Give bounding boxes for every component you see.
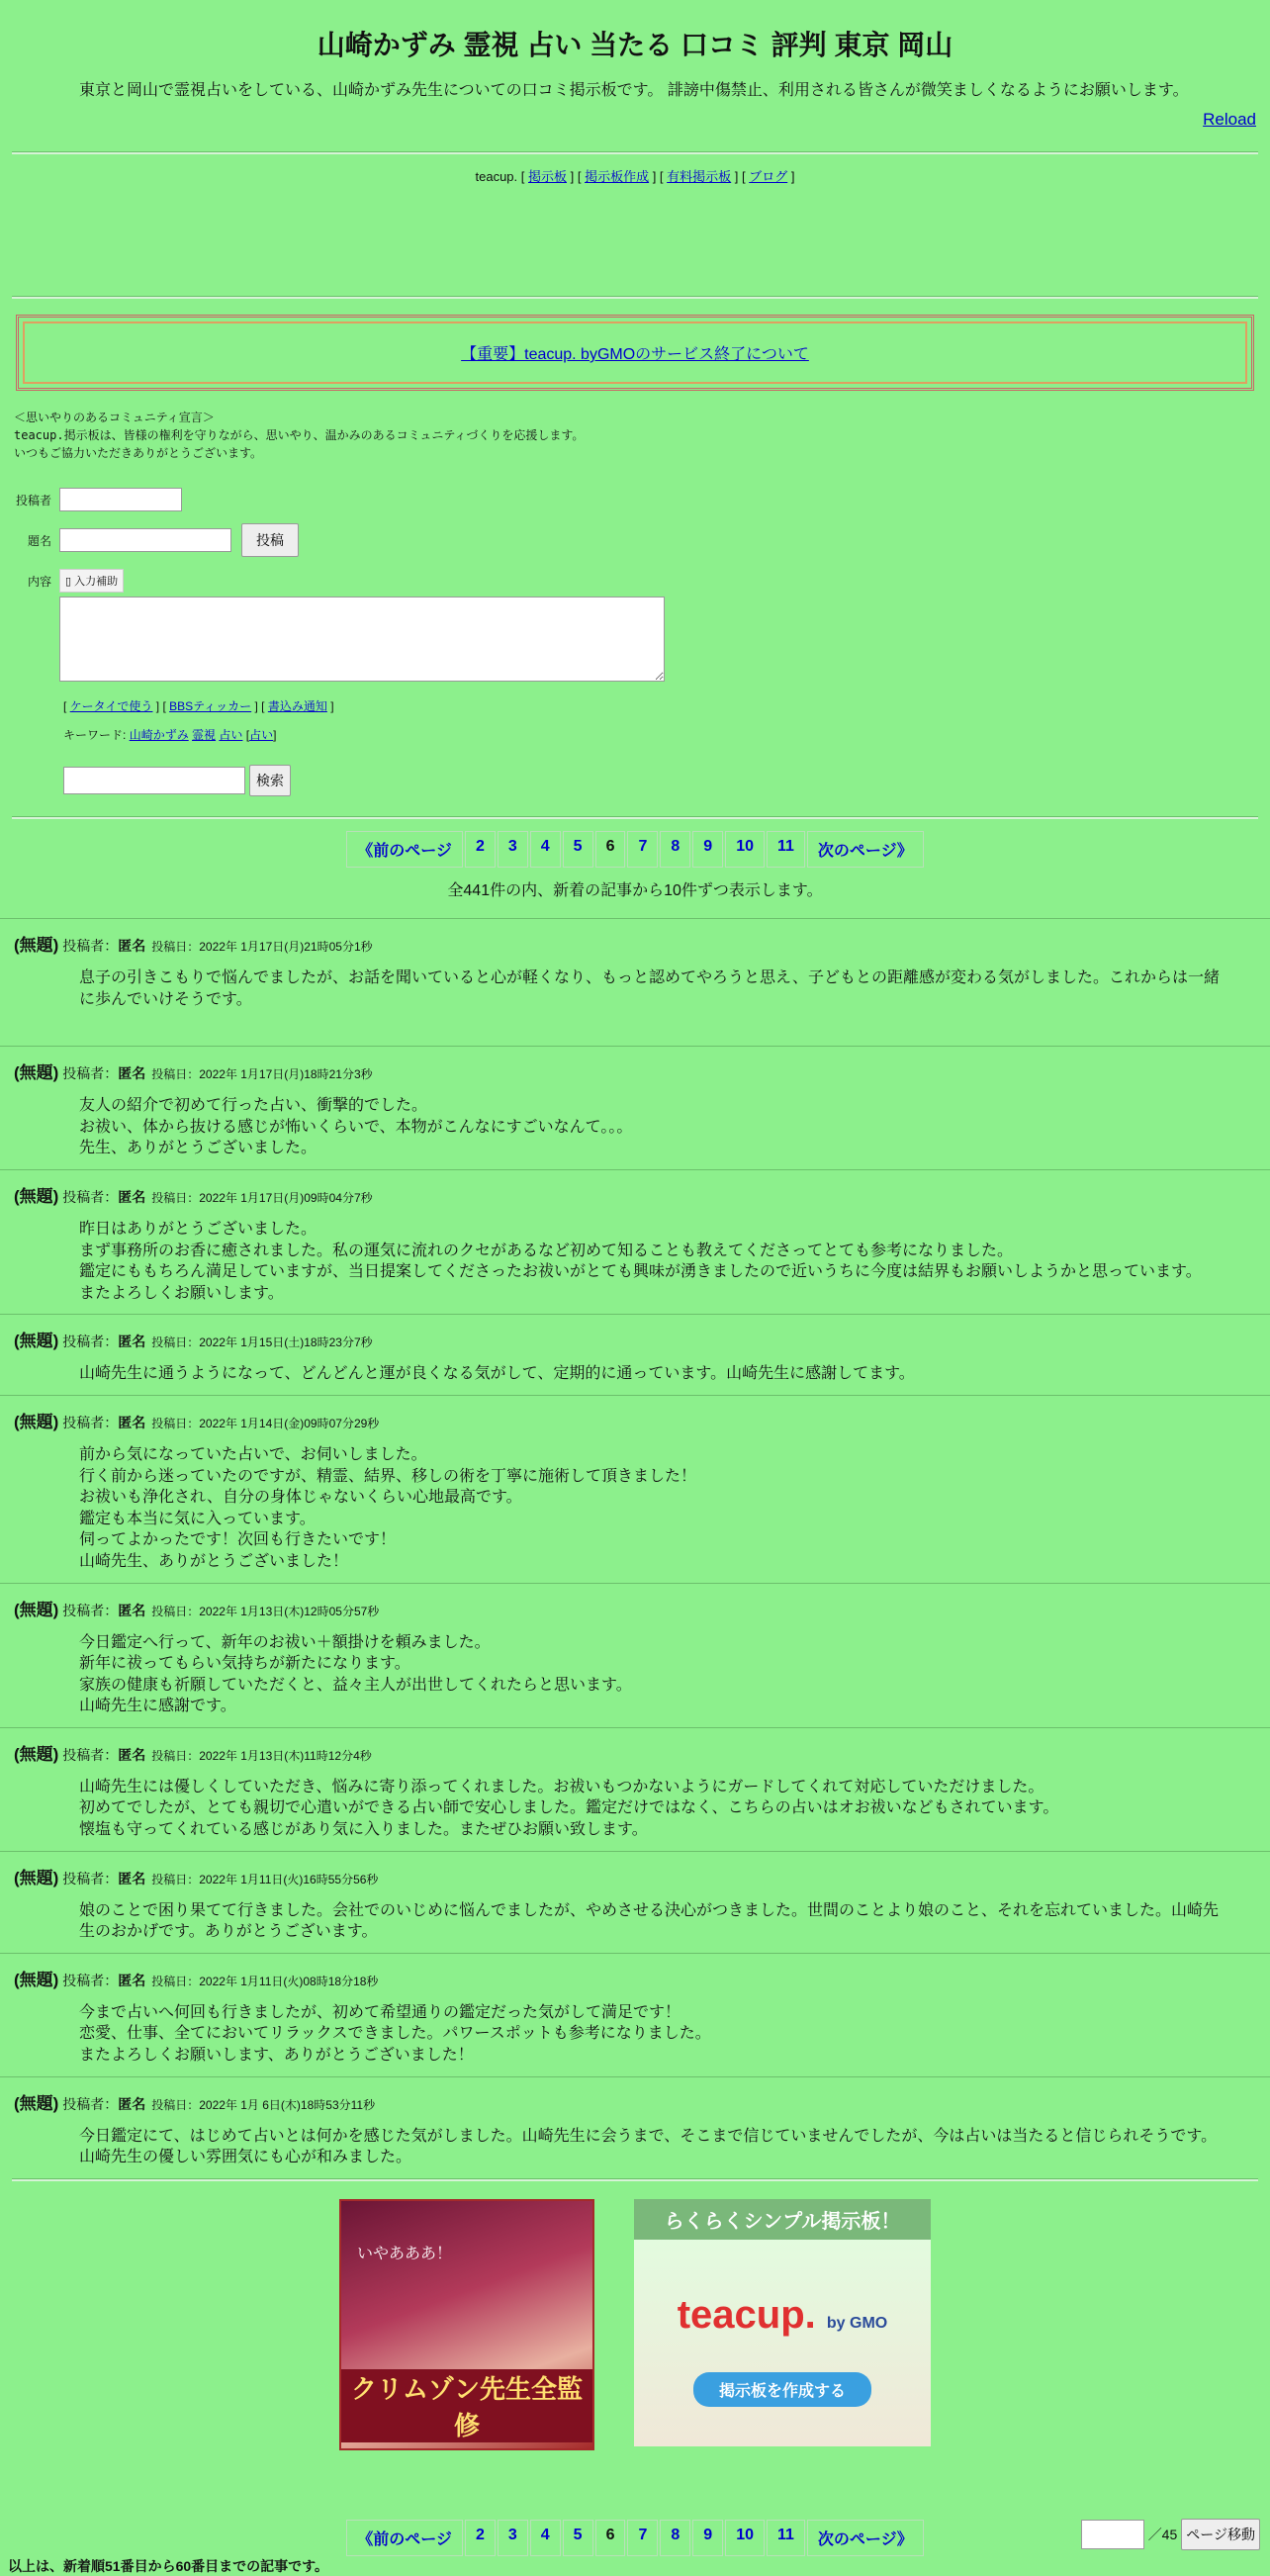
post-item	[0, 1395, 1270, 1583]
post-body	[79, 1900, 1230, 1943]
assist-icon: ▯	[65, 576, 72, 588]
banner-ads	[0, 2199, 1270, 2450]
keyword-link[interactable]: 霊視	[192, 728, 217, 742]
poster-name: 匿名	[118, 1746, 146, 1763]
post-date: 投稿日：2022年 1月14日(金)09時07分29秒	[151, 1416, 380, 1430]
post-body	[79, 1363, 1230, 1385]
page-link: 6	[595, 2520, 626, 2556]
notice-box	[16, 315, 1254, 391]
post-line: 息子の引きこもりで悩んでましたが、お話を聞いていると心が軽くなり、もっと認めてやろうと思え、子どもとの距離感が変わる気がしました。これからは一緒に歩んでいけそうです。	[79, 969, 1220, 1008]
keyword-label: キーワード:	[63, 728, 127, 742]
nav-blog[interactable]: ブログ	[749, 169, 788, 184]
nav-paid-bbs[interactable]: 有料掲示板	[667, 169, 732, 184]
page-link[interactable]: 2	[465, 831, 496, 868]
post-subject: (無題)	[14, 1332, 59, 1351]
declaration-title: ＜思いやりのあるコミュニティ宣言＞	[14, 411, 215, 424]
post-header	[14, 1740, 1270, 1765]
keyword-link[interactable]: 山崎かずみ	[129, 728, 189, 742]
post-header	[14, 1966, 1270, 1990]
post-date: 投稿日：2022年 1月15日(土)18時23分7秒	[151, 1335, 373, 1350]
poster-name: 匿名	[118, 1334, 146, 1350]
post-line: 鑑定にももちろん満足していますが、当日提案してくださったお祓いがとても興味が湧きましたので近いうちに今度は結界もお願いしようかと思っています。	[79, 1263, 1202, 1281]
page-link[interactable]: 9	[692, 2520, 723, 2556]
page-link[interactable]: 3	[498, 831, 528, 868]
post-body	[79, 967, 1230, 1010]
page-link[interactable]: 10	[725, 2520, 765, 2556]
post-line: 前から気になっていた占いで、お伺いしました。	[79, 1445, 427, 1463]
post-body	[79, 1219, 1230, 1304]
post-date: 投稿日：2022年 1月13日(木)11時12分4秒	[151, 1748, 372, 1763]
post-item	[0, 1851, 1270, 1953]
logo-by: by GMO	[826, 2314, 888, 2332]
post-item	[0, 1583, 1270, 1727]
post-subject: (無題)	[14, 1600, 59, 1619]
prev-page-link[interactable]: 《前のページ	[346, 2520, 463, 2556]
page-link[interactable]: 10	[725, 831, 765, 868]
post-subject: (無題)	[14, 1412, 59, 1431]
post-line: 鑑定も本当に気に入っています。	[79, 1510, 316, 1527]
post-subject: (無題)	[14, 2093, 59, 2113]
poster-label: 投稿者：	[62, 1188, 119, 1205]
poster-label: 投稿者：	[62, 1972, 119, 1988]
assist-label: 入力補助	[74, 576, 119, 588]
notice-link[interactable]: 【重要】teacup. byGMOのサービス終了について	[461, 346, 809, 363]
page-number-input[interactable]	[1081, 2520, 1144, 2549]
prev-page-link[interactable]: 《前のページ	[346, 831, 463, 868]
post-item	[0, 1169, 1270, 1314]
post-body	[79, 1095, 1230, 1159]
next-page-link[interactable]: 次のページ》	[807, 831, 924, 868]
post-line: またよろしくお願いします。	[79, 1284, 284, 1302]
ad-text: いやあああ！	[357, 2245, 453, 2262]
post-date: 投稿日：2022年 1月 6日(木)18時53分11秒	[151, 2097, 376, 2112]
post-item	[0, 1314, 1270, 1395]
page-link[interactable]: 11	[767, 831, 805, 868]
poster-name: 匿名	[118, 1414, 146, 1430]
poster-label: 投稿者：	[62, 1065, 119, 1082]
poster-label: 投稿者：	[62, 1602, 119, 1618]
page-link: 6	[595, 831, 626, 868]
teacup-ad-banner[interactable]	[634, 2199, 931, 2446]
mobile-link[interactable]: ケータイで使う	[69, 699, 153, 713]
post-date: 投稿日：2022年 1月13日(木)12時05分57秒	[151, 1604, 380, 1618]
post-body	[79, 1444, 1230, 1573]
poster-label: 投稿者：	[62, 1414, 119, 1430]
page-link[interactable]: 4	[530, 2520, 561, 2556]
post-line: お祓いも浄化され、自分の身体じゃないくらい心地最高です。	[79, 1489, 522, 1507]
post-list	[0, 918, 1270, 2178]
page-jump	[1081, 2519, 1260, 2550]
post-line: 山崎先生の優しい雰囲気にも心が和みました。	[79, 2149, 412, 2166]
post-line: 伺ってよかったです！次回も行きたいです！	[79, 1531, 397, 1549]
page-link[interactable]: 7	[627, 2520, 658, 2556]
tool-links: [ ケータイで使う ] [ BBSティッカー ] [ 書込み通知 ]	[63, 699, 334, 713]
post-subject: (無題)	[14, 1970, 59, 1989]
post-header	[14, 1864, 1270, 1888]
post-line: 懐塩も守ってくれている感じがあり気に入りました。またぜひお願い致します。	[79, 1821, 648, 1839]
page-link[interactable]: 7	[627, 831, 658, 868]
poster-name: 匿名	[118, 1972, 146, 1988]
post-body	[79, 2002, 1230, 2067]
page-link[interactable]: 11	[767, 2520, 805, 2556]
poster-label: 投稿者：	[62, 1334, 119, 1350]
poster-name: 匿名	[118, 938, 146, 954]
post-line: 新年に祓ってもらい気持ちが新たになります。	[79, 1655, 410, 1673]
ticker-link[interactable]: BBSティッカー	[169, 699, 252, 713]
input-assist-button[interactable]	[59, 569, 124, 593]
total-pages: ／45	[1147, 2527, 1178, 2542]
notify-link[interactable]: 書込み通知	[267, 699, 327, 713]
post-line: 家族の健康も祈願していただくと、益々主人が出世してくれたらと思います。	[79, 1676, 632, 1694]
post-subject: (無題)	[14, 936, 59, 955]
post-line: まず事務所のお香に癒されました。私の運気に流れのクセがあるなど初めて知ることも教えてくださってとても参考になりました。	[79, 1242, 1014, 1259]
poster-label: 投稿者：	[62, 938, 119, 954]
keyword-link[interactable]: 占い	[249, 728, 274, 742]
create-bbs-button[interactable]: 掲示板を作成する	[693, 2372, 871, 2407]
ad-heading: らくらくシンプル掲示板！	[634, 2199, 931, 2240]
page-link[interactable]: 5	[563, 2520, 593, 2556]
page-link[interactable]: 5	[563, 831, 593, 868]
post-line: お祓い、体から抜ける感じが怖いくらいで、本物がこんなにすごいなんて。。。	[79, 1118, 633, 1136]
poster-label: 投稿者：	[62, 1870, 119, 1886]
page-description: 東京と岡山で霊視占いをしている、山崎かずみ先生についての口コミ掲示板です。 誹謗中傷禁止、利用される皆さんが微笑ましくなるようにお願いします。	[79, 82, 1189, 99]
body-textarea[interactable]	[59, 597, 665, 682]
post-line: 恋愛、仕事、全てにおいてリラックスできました。パワースポットも参考になりました。	[79, 2025, 711, 2043]
post-header	[14, 1058, 1270, 1083]
pagination	[0, 2520, 1270, 2556]
post-form	[12, 488, 1270, 796]
post-body	[79, 2126, 1230, 2168]
post-item	[0, 1953, 1270, 2076]
declaration-thanks: いつもご協力いただきありがとうございます。	[14, 446, 263, 460]
page-link[interactable]: 9	[692, 831, 723, 868]
post-line: 今日鑑定へ行って、新年のお祓い＋額掛けを頼みました。	[79, 1633, 491, 1651]
keywords: キーワード: 山崎かずみ 霊視 占い [占い]	[63, 728, 277, 742]
post-date: 投稿日：2022年 1月17日(月)09時04分7秒	[151, 1190, 373, 1205]
next-page-link[interactable]: 次のページ》	[807, 2520, 924, 2556]
post-subject: (無題)	[14, 1063, 59, 1083]
nav-create-bbs[interactable]: 掲示板作成	[585, 169, 650, 184]
subject-label: 題名	[27, 533, 51, 548]
service-nav: teacup. [ 掲示板 ] [ 掲示板作成 ] [ 有料掲示板 ] [ ブログ ]	[475, 169, 795, 184]
post-date: 投稿日：2022年 1月11日(火)08時18分18秒	[151, 1974, 379, 1988]
post-date: 投稿日：2022年 1月11日(火)16時55分56秒	[151, 1872, 379, 1886]
post-item	[0, 918, 1270, 1046]
post-subject: (無題)	[14, 1186, 59, 1206]
post-header	[14, 1182, 1270, 1207]
page-jump-button[interactable]: ページ移動	[1181, 2519, 1260, 2550]
post-header	[14, 931, 1270, 956]
divider	[12, 151, 1258, 154]
post-date: 投稿日：2022年 1月17日(月)18時21分3秒	[151, 1067, 373, 1082]
post-line: 初めてでしたが、とても親切で心遣いができる占い師で安心しました。鑑定だけではなく、こちらの占いはオお祓いなどもされています。	[79, 1799, 1059, 1817]
keyword-link[interactable]: 占い	[219, 728, 243, 742]
page-link[interactable]: 8	[660, 2520, 690, 2556]
post-line: 山崎先生、ありがとうございました！	[79, 1552, 349, 1570]
post-body	[79, 1632, 1230, 1717]
post-header	[14, 1408, 1270, 1432]
post-line: 昨日はありがとうございました。	[79, 1220, 318, 1238]
divider	[12, 816, 1258, 819]
poster-name: 匿名	[118, 1602, 146, 1618]
post-count: 全441件の内、新着の記事から10件ずつ表示します。	[447, 882, 823, 899]
post-body	[79, 1777, 1230, 1841]
post-line: 今日鑑定にて、はじめて占いとは何かを感じた気がしました。山崎先生に会うまで、そこまで信じていませんでしたが、今は占いは当たると信じられそうです。	[79, 2127, 1218, 2145]
poster-input[interactable]	[59, 488, 182, 511]
submit-button[interactable]: 投稿	[241, 523, 299, 557]
nav-bbs[interactable]: 掲示板	[528, 169, 568, 184]
divider	[12, 296, 1258, 299]
poster-name: 匿名	[118, 1065, 146, 1082]
declaration-text: teacup.掲示板は、皆様の権利を守りながら、思いやり、温かみのあるコミュニティづくりを応援します。	[14, 428, 585, 442]
game-ad-banner[interactable]	[339, 2199, 594, 2450]
post-line: 山崎先生に通うようになって、どんどんと運が良くなる気がして、定期的に通っています。山崎先生に感謝してます。	[79, 1365, 915, 1383]
community-declaration	[14, 409, 1270, 462]
post-line: またよろしくお願いします、ありがとうございました！	[79, 2047, 474, 2065]
page-title: 山崎かずみ 霊視 占い 当たる 口コミ 評判 東京 岡山	[317, 30, 953, 60]
search-box	[63, 765, 1270, 796]
body-label: 内容	[27, 574, 51, 589]
post-item	[0, 1046, 1270, 1169]
post-line: 友人の紹介で初めて行った占い、衝撃的でした。	[79, 1097, 428, 1115]
post-item	[0, 1727, 1270, 1851]
divider	[12, 2178, 1258, 2181]
brand-label: teacup.	[475, 169, 518, 184]
post-header	[14, 2089, 1270, 2114]
post-item	[0, 2076, 1270, 2178]
subject-input[interactable]	[59, 528, 231, 552]
page-link[interactable]: 4	[530, 831, 561, 868]
post-date: 投稿日：2022年 1月17日(月)21時05分1秒	[151, 940, 373, 954]
search-button[interactable]: 検索	[249, 765, 291, 796]
poster-label: 投稿者：	[62, 2095, 119, 2112]
post-line: 今まで占いへ何回も行きましたが、初めて希望通りの鑑定だった気がして満足です！	[79, 2003, 681, 2021]
ad-space	[0, 197, 1270, 296]
post-line: 先生、ありがとうございました。	[79, 1140, 318, 1157]
search-input[interactable]	[63, 767, 245, 794]
page-link[interactable]: 2	[465, 2520, 496, 2556]
poster-label: 投稿者：	[62, 1746, 119, 1763]
teacup-logo	[634, 2293, 931, 2338]
post-line: 山崎先生に感謝です。	[79, 1698, 236, 1715]
pagination	[0, 831, 1270, 868]
post-subject: (無題)	[14, 1868, 59, 1887]
logo-text: teacup.	[677, 2292, 816, 2337]
post-subject: (無題)	[14, 1744, 59, 1764]
post-line: 山崎先生には優しくしていただき、悩みに寄り添ってくれました。お祓いもつかないようにガードしてくれて対応していただけました。	[79, 1778, 1044, 1795]
poster-name: 匿名	[118, 1870, 146, 1886]
page-link[interactable]: 3	[498, 2520, 528, 2556]
ad-headline: クリムゾン先生全監修	[341, 2369, 592, 2442]
poster-name: 匿名	[118, 2095, 146, 2112]
page-summary: 以上は、新着順51番目から60番目までの記事です。	[8, 2557, 329, 2574]
page-link[interactable]: 8	[660, 831, 690, 868]
post-header	[14, 1596, 1270, 1620]
poster-label: 投稿者	[15, 493, 51, 507]
post-header	[14, 1327, 1270, 1351]
reload-link[interactable]: Reload	[1203, 110, 1256, 129]
post-line: 行く前から迷っていたのですが、精霊、結界、移しの術を丁寧に施術して頂きました！	[79, 1467, 697, 1485]
post-line: 娘のことで困り果てて行きました。会社でのいじめに悩んでましたが、やめさせる決心がつきました。世間のことより娘のこと、それを忘れていました。山崎先生のおかげです。ありがとうございます。	[79, 1901, 1220, 1941]
poster-name: 匿名	[118, 1188, 146, 1205]
